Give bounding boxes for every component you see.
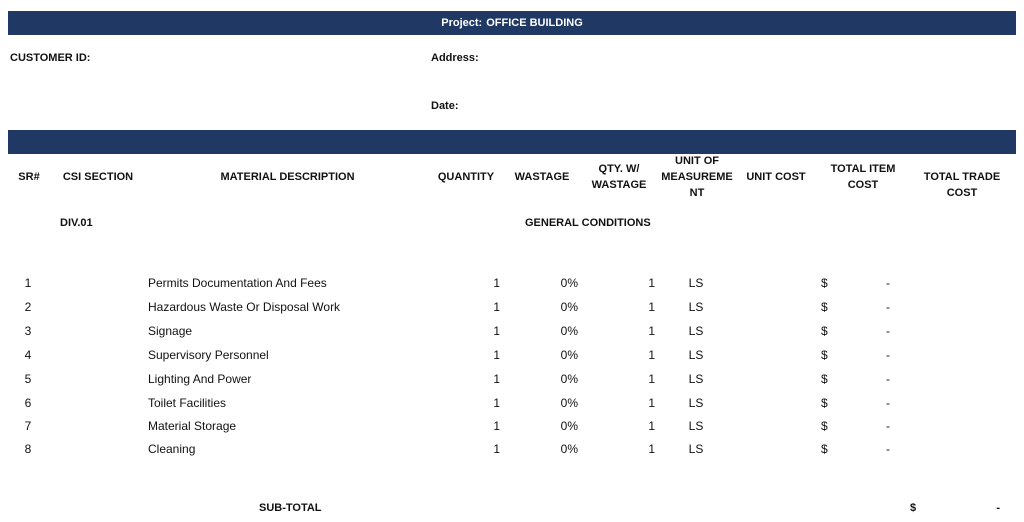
row-qty-with-wastage: 1 (648, 276, 655, 290)
row-wastage: 0% (560, 442, 578, 456)
row-total-item-cost: - (886, 442, 890, 456)
row-description: Cleaning (148, 442, 196, 456)
division-code: DIV.01 (60, 217, 93, 229)
project-title (8, 11, 1016, 35)
col-header-unit-cost: UNIT COST (746, 171, 806, 183)
row-currency: $ (821, 419, 828, 433)
row-quantity: 1 (493, 419, 500, 433)
row-sr: 4 (24, 348, 32, 362)
table-row (0, 418, 1024, 434)
row-qty-with-wastage: 1 (648, 396, 655, 410)
row-wastage: 0% (560, 276, 578, 290)
date-label: Date: (431, 100, 459, 112)
row-wastage: 0% (560, 396, 578, 410)
table-row (0, 441, 1024, 457)
row-wastage: 0% (560, 324, 578, 338)
row-total-item-cost: - (886, 300, 890, 314)
project-label: Project: (441, 17, 483, 29)
row-wastage: 0% (560, 372, 578, 386)
row-quantity: 1 (493, 442, 500, 456)
row-sr: 3 (24, 324, 32, 338)
row-currency: $ (821, 442, 828, 456)
table-row (0, 299, 1024, 315)
col-header-csi-section: CSI SECTION (62, 171, 134, 183)
row-qty-with-wastage: 1 (648, 372, 655, 386)
col-header-total-trade-cost: TOTAL TRADE COST (923, 171, 1001, 199)
row-qty-with-wastage: 1 (648, 300, 655, 314)
row-quantity: 1 (493, 348, 500, 362)
subtotal-value: - (996, 502, 1000, 514)
row-wastage: 0% (560, 419, 578, 433)
table-row (0, 275, 1024, 291)
subtotal-currency: $ (910, 502, 917, 514)
row-quantity: 1 (493, 276, 500, 290)
row-description: Permits Documentation And Fees (148, 276, 327, 290)
customer-id-label: CUSTOMER ID: (10, 52, 91, 64)
row-wastage: 0% (560, 300, 578, 314)
row-description: Lighting And Power (148, 372, 252, 386)
row-currency: $ (821, 348, 828, 362)
row-quantity: 1 (493, 372, 500, 386)
row-currency: $ (821, 276, 828, 290)
row-description: Material Storage (148, 419, 237, 433)
row-description: Supervisory Personnel (148, 348, 269, 362)
table-header-bar (8, 130, 1016, 154)
row-description: Signage (148, 324, 193, 338)
row-quantity: 1 (493, 300, 500, 314)
row-description: Hazardous Waste Or Disposal Work (148, 300, 341, 314)
row-unit: LS (688, 419, 704, 433)
row-qty-with-wastage: 1 (648, 442, 655, 456)
table-row (0, 371, 1024, 387)
col-header-qty-with-wastage: QTY. W/ WASTAGE (591, 163, 647, 191)
row-sr: 2 (24, 300, 32, 314)
col-header-unit-of-measurement: UNIT OF MEASUREME NT (661, 155, 733, 199)
row-description: Toilet Facilities (148, 396, 227, 410)
row-unit: LS (688, 442, 704, 456)
row-quantity: 1 (493, 396, 500, 410)
table-row (0, 323, 1024, 339)
row-sr: 6 (24, 396, 32, 410)
table-row (0, 395, 1024, 411)
row-currency: $ (821, 396, 828, 410)
row-currency: $ (821, 300, 828, 314)
row-total-item-cost: - (886, 372, 890, 386)
row-qty-with-wastage: 1 (648, 348, 655, 362)
row-total-item-cost: - (886, 348, 890, 362)
row-qty-with-wastage: 1 (648, 324, 655, 338)
project-name: OFFICE BUILDING (486, 17, 583, 29)
row-total-item-cost: - (886, 276, 890, 290)
col-header-sr: SR# (18, 171, 40, 183)
row-quantity: 1 (493, 324, 500, 338)
row-sr: 1 (24, 276, 32, 290)
row-unit: LS (688, 348, 704, 362)
address-label: Address: (431, 52, 479, 64)
col-header-quantity: QUANTITY (437, 171, 495, 183)
row-currency: $ (821, 324, 828, 338)
row-total-item-cost: - (886, 396, 890, 410)
row-unit: LS (688, 324, 704, 338)
row-unit: LS (688, 276, 704, 290)
row-sr: 8 (24, 442, 32, 456)
row-unit: LS (688, 300, 704, 314)
row-unit: LS (688, 372, 704, 386)
row-sr: 5 (24, 372, 32, 386)
subtotal-label: SUB-TOTAL (259, 502, 322, 514)
col-header-wastage: WASTAGE (514, 171, 570, 183)
row-wastage: 0% (560, 348, 578, 362)
row-total-item-cost: - (886, 324, 890, 338)
col-header-material-description: MATERIAL DESCRIPTION (220, 171, 355, 183)
table-row (0, 347, 1024, 363)
row-currency: $ (821, 372, 828, 386)
row-total-item-cost: - (886, 419, 890, 433)
division-name: GENERAL CONDITIONS (525, 217, 651, 229)
row-unit: LS (688, 396, 704, 410)
row-sr: 7 (24, 419, 32, 433)
col-header-total-item-cost: TOTAL ITEM COST (830, 163, 896, 191)
row-qty-with-wastage: 1 (648, 419, 655, 433)
